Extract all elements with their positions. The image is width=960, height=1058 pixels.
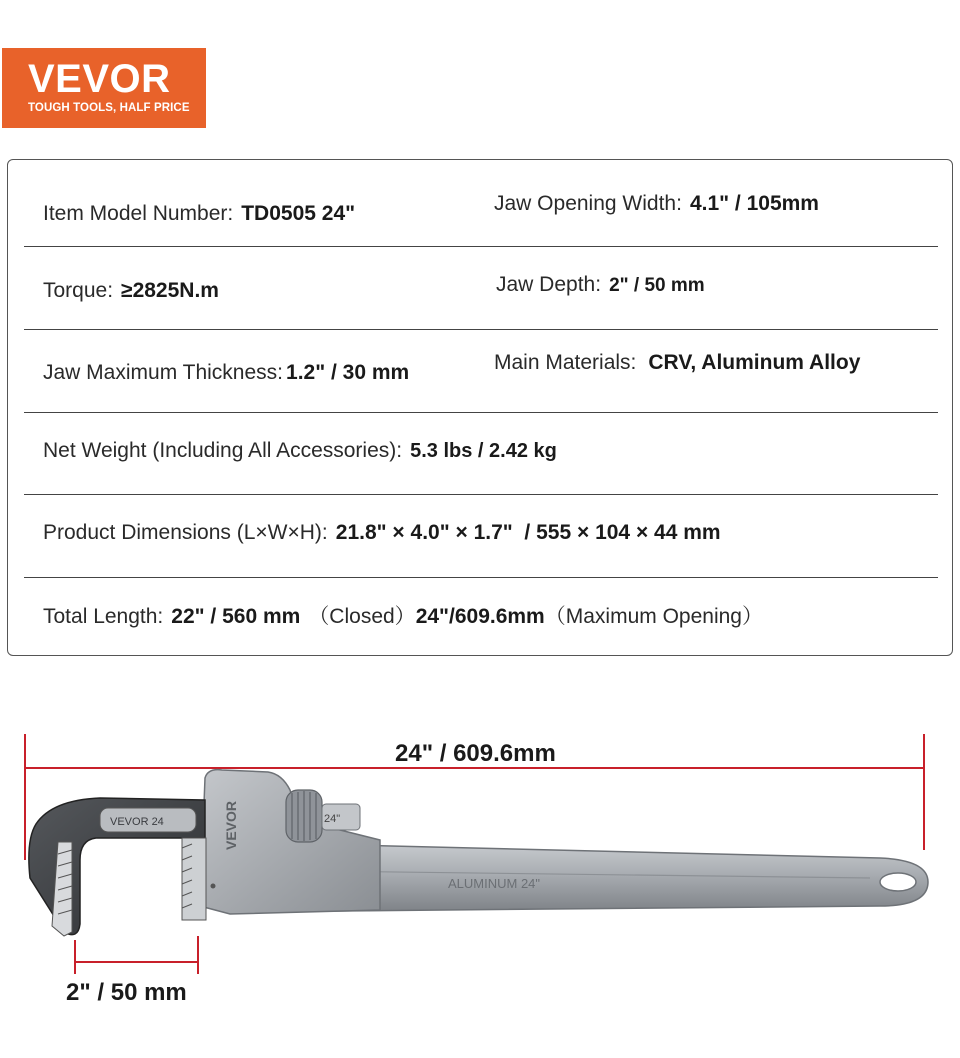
- spec-jaw-opening: [494, 192, 819, 216]
- spec-jaw-thickness: [43, 361, 409, 385]
- depth-dimension-line: [75, 936, 198, 974]
- hook-jaw: [29, 798, 205, 936]
- depth-dimension-label: 2" / 50 mm: [66, 979, 187, 1006]
- length-dimension-label: 24" / 609.6mm: [395, 740, 556, 767]
- spec-value-closed: 22" / 560 mm: [171, 605, 301, 628]
- nut-marking: 24": [324, 813, 341, 825]
- spec-table: [7, 159, 953, 656]
- spec-note-closed: （Closed）: [308, 605, 416, 628]
- spec-row: [24, 578, 938, 660]
- spec-label: Main Materials:: [494, 351, 637, 374]
- spec-row: [24, 412, 938, 495]
- sliding-jaw: [182, 838, 206, 920]
- spec-model: [43, 202, 355, 226]
- spec-value: TD0505 24": [241, 202, 356, 225]
- spec-label: Product Dimensions (L×W×H):: [43, 521, 328, 544]
- spec-torque: [43, 279, 219, 303]
- spec-value-open: 24"/609.6mm: [415, 605, 545, 628]
- spec-dimensions: [43, 521, 721, 545]
- spec-row: [24, 330, 938, 413]
- brand-logo: [2, 48, 206, 128]
- spec-row: [24, 164, 938, 247]
- brand-name: VEVOR: [28, 57, 171, 101]
- hang-hole: [880, 873, 916, 891]
- spec-value: 2" / 50 mm: [609, 275, 705, 296]
- handle-engraving: ALUMINUM 24": [448, 876, 541, 891]
- spec-value: 5.3 lbs / 2.42 kg: [410, 440, 557, 462]
- spec-label: Jaw Depth:: [496, 273, 602, 296]
- spec-total-length: [43, 605, 763, 629]
- spec-value: CRV, Aluminum Alloy: [648, 351, 861, 374]
- spec-row: [24, 495, 938, 578]
- product-diagram: [0, 700, 960, 1030]
- spec-label: Net Weight (Including All Accessories):: [43, 439, 403, 462]
- spec-net-weight: [43, 439, 557, 463]
- spec-value: 21.8" × 4.0" × 1.7" / 555 × 104 × 44 mm: [335, 521, 721, 544]
- spec-value: 4.1" / 105mm: [689, 192, 819, 215]
- rivet: [211, 884, 216, 889]
- spec-label: Item Model Number:: [43, 202, 234, 225]
- spec-label: Jaw Maximum Thickness:: [43, 361, 284, 384]
- wrench-body: [200, 770, 380, 914]
- spec-jaw-depth: [496, 273, 705, 298]
- body-brand-marking: VEVOR: [223, 800, 239, 850]
- spec-materials: [494, 351, 860, 375]
- spec-value: ≥2825N.m: [121, 279, 219, 302]
- spec-note-open: （Maximum Opening）: [544, 605, 763, 628]
- spec-value: 1.2" / 30 mm: [286, 361, 410, 384]
- spec-label: Jaw Opening Width:: [494, 192, 682, 215]
- spec-row: [24, 247, 938, 330]
- jaw-marking: VEVOR 24: [110, 816, 164, 828]
- spec-label: Torque:: [43, 279, 114, 302]
- spec-label: Total Length:: [43, 605, 164, 628]
- brand-tagline: TOUGH TOOLS, HALF PRICE: [28, 102, 190, 114]
